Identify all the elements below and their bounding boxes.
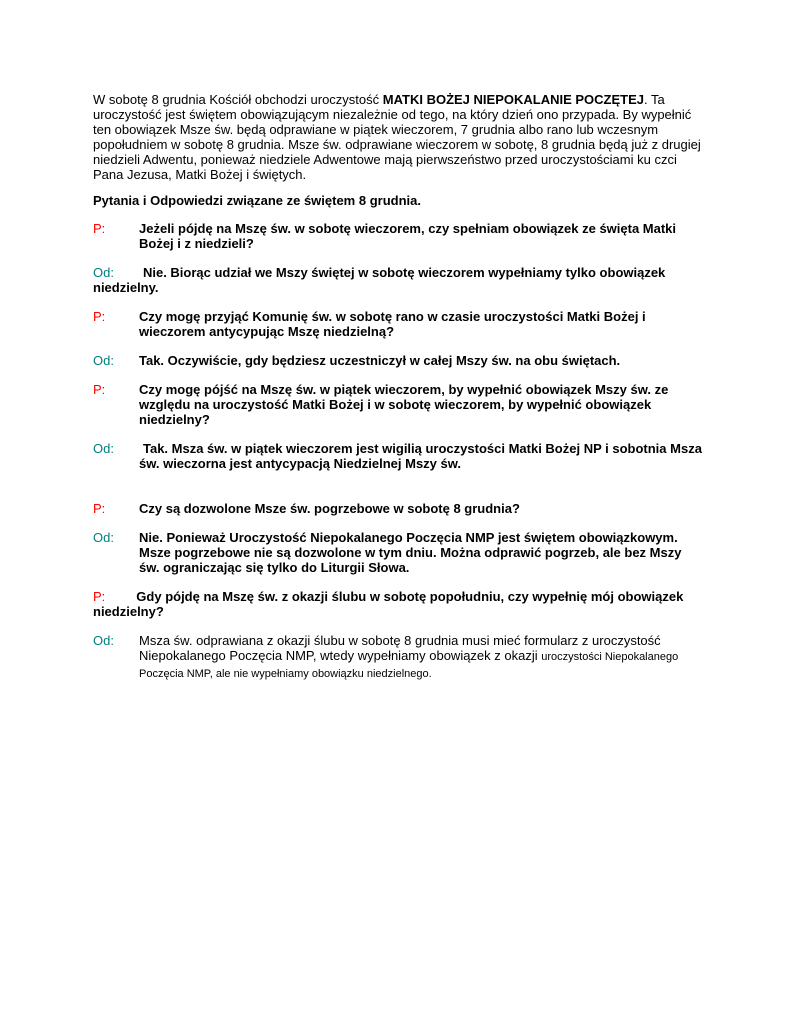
question-label: P: bbox=[93, 501, 106, 516]
answer-4 bbox=[93, 530, 703, 575]
section-title: Pytania i Odpowiedzi związane ze świętem 8 grudnia. bbox=[93, 193, 421, 208]
question-4 bbox=[93, 501, 703, 516]
question-2 bbox=[93, 309, 703, 339]
question-text: Czy mogę pójść na Mszę św. w piątek wieczorem, by wypełnić obowiązek Mszy św. ze względu na uroczystość Matki Bożej i w sobotę wieczorem, by wypełnić obowiązek niedzielny? bbox=[139, 382, 669, 427]
question-label: P: bbox=[93, 382, 106, 397]
intro-text-1: W sobotę 8 grudnia Kościół obchodzi uroczystość bbox=[93, 92, 383, 107]
question-5 bbox=[93, 589, 703, 619]
intro-paragraph bbox=[93, 92, 703, 182]
answer-2 bbox=[93, 353, 703, 368]
answer-3 bbox=[93, 441, 703, 471]
question-text: Jeżeli pójdę na Mszę św. w sobotę wieczorem, czy spełniam obowiązek ze święta Matki Bożej i z niedzieli? bbox=[139, 221, 677, 251]
answer-label: Od: bbox=[93, 530, 114, 545]
feast-name: MATKI BOŻEJ NIEPOKALANIE POCZĘTEJ bbox=[382, 92, 644, 107]
answer-1 bbox=[93, 265, 703, 295]
question-text: Czy są dozwolone Msze św. pogrzebowe w sobotę 8 grudnia? bbox=[139, 501, 520, 516]
question-text: Czy mogę przyjąć Komunię św. w sobotę rano w czasie uroczystości Matki Bożej i wieczorem antycypując Mszę niedzielną? bbox=[139, 309, 646, 339]
answer-text-part-2: uroczystości Niepokalanego Poczęcia NMP, ale nie wypełniamy obowiązku niedzielnego. bbox=[139, 651, 679, 680]
answer-label: Od: bbox=[93, 265, 114, 280]
answer-label: Od: bbox=[93, 633, 114, 648]
question-label: P: bbox=[93, 309, 106, 324]
answer-text: Tak. Msza św. w piątek wieczorem jest wigilią uroczystości Matki Bożej NP i sobotnia Msza św. wieczorna jest antycypacją Niedzielnej Mszy św. bbox=[139, 441, 702, 471]
answer-text: Nie. Biorąc udział we Mszy świętej w sobotę wieczorem wypełniamy tylko obowiązek niedzielny. bbox=[93, 265, 666, 295]
question-label: P: bbox=[93, 589, 106, 604]
question-label: P: bbox=[93, 221, 106, 236]
document-body bbox=[93, 92, 703, 696]
answer-text: Tak. Oczywiście, gdy będziesz uczestniczył w całej Mszy św. na obu świętach. bbox=[139, 353, 621, 368]
question-1 bbox=[93, 221, 703, 251]
answer-text: Nie. Ponieważ Uroczystość Niepokalanego Poczęcia NMP jest świętem obowiązkowym. Msze pogrzebowe nie są dozwolone w tym dniu. Można odprawić pogrzeb, ale bez Mszy św. ograniczając się tylko do Liturgii Słowa. bbox=[139, 530, 682, 575]
answer-text bbox=[139, 633, 703, 682]
answer-text-part-1: Msza św. odprawiana z okazji ślubu w sobotę 8 grudnia musi mieć formularz z uroczystość Niepokalanego Poczęcia NMP, wtedy wypełniamy obowiązek z okazji bbox=[139, 633, 661, 663]
question-3 bbox=[93, 382, 703, 427]
answer-label: Od: bbox=[93, 353, 114, 368]
question-text: Gdy pójdę na Mszę św. z okazji ślubu w sobotę popołudniu, czy wypełnię mój obowiązek niedzielny? bbox=[93, 589, 684, 619]
answer-label: Od: bbox=[93, 441, 114, 456]
answer-5 bbox=[93, 633, 703, 682]
intro-text-2: . Ta uroczystość jest świętem obowiązującym niezależnie od tego, na który dzień ono przypada. By wypełnić ten obowiązek Msze św. będą odprawiane w piątek wieczorem, 7 grudnia albo rano lub wczesnym popołudniem w sobotę 8 grudnia. Msze św. odprawiane wieczorem w sobotę, 8 grudnia będą już z drugiej niedzieli Adwentu, ponieważ niedziele Adwentowe mają pierwszeństwo przed uroczystościami ku czci Pana Jezusa, Matki Bożej i świętych. bbox=[93, 92, 701, 182]
